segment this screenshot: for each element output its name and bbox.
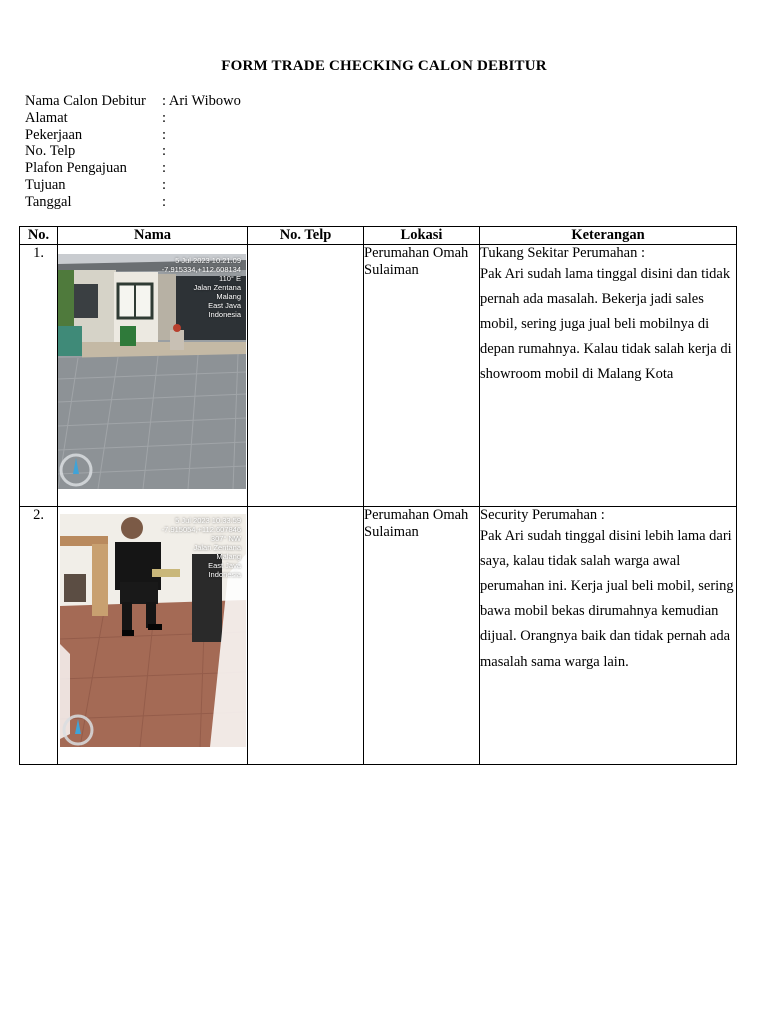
info-label: Plafon Pengajuan <box>25 160 127 177</box>
geotag-line: East Java <box>208 301 241 310</box>
form-title: FORM TRADE CHECKING CALON DEBITUR <box>221 58 547 74</box>
nama-cell <box>58 507 248 765</box>
telp-cell <box>248 245 364 507</box>
geotag-line: -7.915334,+112.608134 <box>161 265 241 274</box>
geotag-line: -7.915054,+112.607846 <box>161 525 241 534</box>
geotag-line: 110° E <box>218 274 241 283</box>
info-label: Nama Calon Debitur <box>25 93 146 109</box>
info-label: Tanggal <box>25 193 72 210</box>
keterangan-text: Pak Ari sudah lama tinggal disini dan tidak pernah ada masalah. Bekerja jadi sales mobil, sering juga jual beli mobilnya di depan rumahnya. Kalau tidak salah kerja di showroom mobil di Malang Kota <box>480 265 732 383</box>
header-keterangan: Keterangan <box>480 227 737 245</box>
photo-geotag <box>162 516 241 579</box>
row-number: 2. <box>20 507 58 765</box>
header-nama: Nama <box>58 227 248 245</box>
info-value: : <box>162 126 167 143</box>
lokasi-cell: Perumahan Omah Sulaiman <box>364 507 480 765</box>
info-label: Pekerjaan <box>25 126 83 143</box>
geotag-line: 5 Jul 2023 10.33.59 <box>175 516 241 525</box>
geotag-line: Jalan Zentana <box>193 543 241 552</box>
keterangan-cell <box>480 507 737 765</box>
row-number: 1. <box>20 245 58 507</box>
table-header-row <box>20 227 737 245</box>
info-row-tujuan <box>25 177 241 194</box>
info-value: : <box>162 176 167 193</box>
info-row-tanggal <box>25 194 241 211</box>
geotag-line: Indonesia <box>208 570 241 579</box>
info-row-plafon <box>25 160 241 177</box>
info-label: No. Telp <box>25 143 76 160</box>
keterangan-cell <box>480 245 737 507</box>
geotag-line: Malang <box>216 552 241 561</box>
keterangan-source: Tukang Sekitar Perumahan : <box>480 245 645 261</box>
info-label: Tujuan <box>25 176 66 193</box>
house-photo <box>58 254 247 489</box>
geotag-line: Jalan Zentana <box>193 283 241 292</box>
info-label: Alamat <box>25 109 68 126</box>
info-row-nama <box>25 93 241 110</box>
header-no: No. <box>20 227 58 245</box>
geotag-line: Malang <box>216 292 241 301</box>
debtor-photo <box>60 514 247 747</box>
nama-cell <box>58 245 248 507</box>
info-row-telp <box>25 143 241 160</box>
header-telp: No. Telp <box>248 227 364 245</box>
header-lokasi: Lokasi <box>364 227 480 245</box>
info-value: : Ari Wibowo <box>162 93 241 109</box>
telp-cell <box>248 507 364 765</box>
info-value: : <box>162 109 167 126</box>
geotag-line: Indonesia <box>208 310 241 319</box>
info-value: : <box>162 160 167 177</box>
photo-geotag <box>162 256 241 319</box>
geotag-line: 5 Jul 2023 10.21.09 <box>175 256 241 265</box>
table-row <box>20 245 737 507</box>
geotag-line: East Java <box>208 561 241 570</box>
trade-check-table <box>19 226 737 765</box>
keterangan-source: Security Perumahan : <box>480 507 605 523</box>
info-value: : <box>162 193 167 210</box>
info-row-pekerjaan <box>25 127 241 144</box>
table-row <box>20 507 737 765</box>
keterangan-text: Pak Ari sudah tinggal disini lebih lama dari saya, kalau tidak salah warga awal perumahan ini. Kerja jual beli mobil, sering bawa mobil bekas dirumahnya kemudian dijual. Orangnya baik dan tidak pernah ada masalah sama warga lain. <box>480 527 734 670</box>
info-row-alamat <box>25 110 241 127</box>
info-value: : <box>162 143 167 160</box>
debtor-info <box>25 93 241 211</box>
geotag-line: 307° NW <box>210 534 241 543</box>
lokasi-cell: Perumahan Omah Sulaiman <box>364 245 480 507</box>
